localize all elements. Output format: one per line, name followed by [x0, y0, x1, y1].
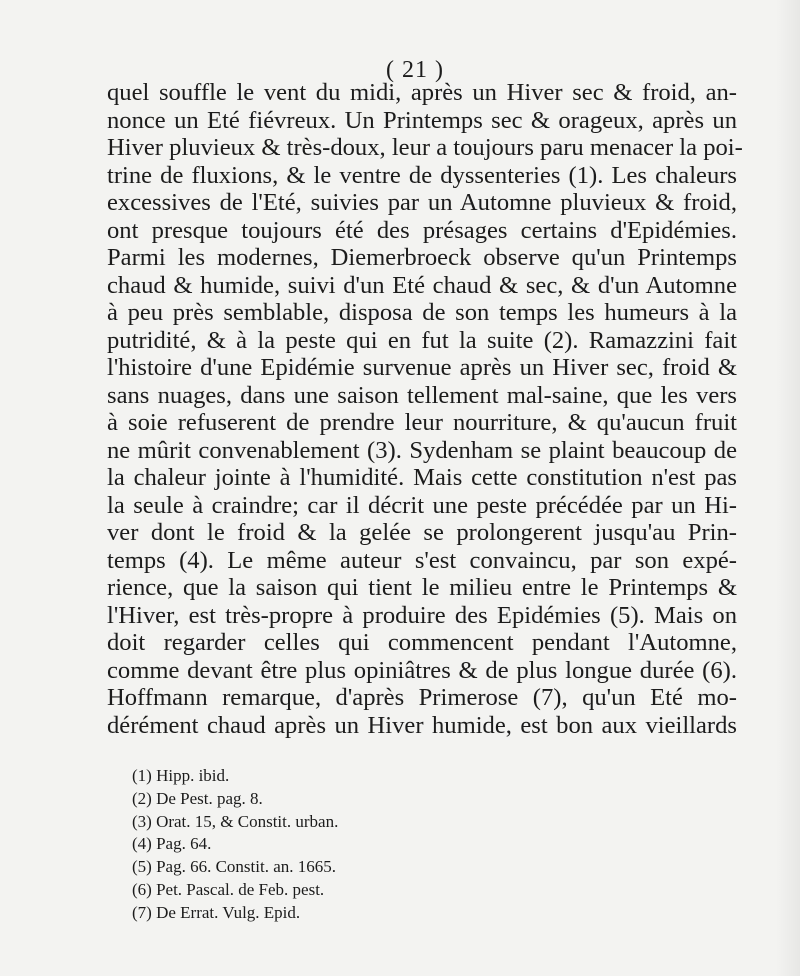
text-line: excessives de l'Eté, suivies par un Automne pluvieux & froid, [107, 189, 737, 216]
body-text [107, 79, 743, 739]
text-line: ne mûrit convenablement (3). Sydenham se plaint beaucoup de [107, 436, 737, 464]
footnote-text: Pet. Pascal. de Feb. pest. [156, 879, 325, 899]
footnote-text: De Pest. pag. 8. [156, 788, 263, 808]
text-line: à soie refuserent de prendre leur nourriture, & qu'aucun fruit [107, 409, 737, 436]
footnote-text: Pag. 64. [156, 834, 212, 854]
footnote-number: (3) [132, 811, 152, 831]
page-number: ( 21 ) [386, 57, 444, 83]
text-line: ont presque toujours été des présages certains d'Epidémies. [107, 216, 737, 244]
footnote-number: (1) [132, 766, 152, 785]
text-line: Hoffmann remarque, d'après Primerose (7), qu'un Eté mo- [107, 684, 737, 711]
text-line: l'histoire d'une Epidémie survenue après un Hiver sec, froid & [107, 354, 737, 381]
text-line: chaud & humide, suivi d'un Eté chaud & sec, & d'un Automne [107, 271, 737, 299]
text-line: doit regarder celles qui commencent pendant l'Automne, [107, 629, 737, 656]
footnote-text: De Errat. Vulg. Epid. [156, 902, 301, 922]
footnote [132, 811, 552, 834]
text-line: l'Hiver, est très-propre à produire des Epidémies (5). Mais on [107, 601, 737, 629]
footnote-number: (7) [132, 902, 152, 922]
text-line: comme devant être plus opiniâtres & de plus longue durée (6). [107, 656, 737, 684]
footnote [132, 765, 552, 788]
footnote-text: Pag. 66. Constit. an. 1665. [156, 857, 336, 877]
footnotes [132, 765, 552, 925]
text-line: nonce un Eté fiévreux. Un Printemps sec & orageux, après un [107, 106, 737, 134]
text-line: Parmi les modernes, Diemerbroeck observe qu'un Printemps [107, 244, 737, 271]
footnote [132, 902, 552, 925]
footnote [132, 856, 552, 879]
footnote [132, 879, 552, 902]
footnote-number: (4) [132, 834, 152, 854]
text-line: trine de fluxions, & le ventre de dyssenteries (1). Les chaleurs [107, 161, 737, 189]
text-line: la seule à craindre; car il décrit une peste précédée par un Hi- [107, 491, 737, 519]
footnote [132, 788, 552, 811]
footnote-number: (2) [132, 788, 152, 808]
text-line: la chaleur jointe à l'humidité. Mais cette constitution n'est pas [107, 464, 737, 491]
text-line: sans nuages, dans une saison tellement mal-saine, que les vers [107, 381, 737, 409]
text-line: temps (4). Le même auteur s'est convaincu, par son expé- [107, 546, 737, 574]
text-line: ver dont le froid & la gelée se prolongerent jusqu'au Prin- [107, 519, 737, 546]
text-line: Hiver pluvieux & très-doux, leur a toujours paru menacer la poi- [107, 134, 743, 161]
page-edge-shadow [776, 0, 800, 976]
text-line: dérément chaud après un Hiver humide, est bon aux vieillards [107, 711, 737, 739]
text-line: rience, que la saison qui tient le milieu entre le Printemps & [107, 574, 737, 601]
text-line: putridité, & à la peste qui en fut la suite (2). Ramazzini fait [107, 326, 737, 354]
text-line: à peu près semblable, disposa de son temps les humeurs à la [107, 299, 737, 326]
footnote-number: (6) [132, 879, 152, 899]
footnote-text: Hipp. ibid. [156, 766, 230, 785]
text-line: quel souffle le vent du midi, après un Hiver sec & froid, an- [107, 79, 737, 106]
footnote [132, 833, 552, 856]
footnote-number: (5) [132, 857, 152, 877]
footnote-text: Orat. 15, & Constit. urban. [156, 811, 339, 831]
